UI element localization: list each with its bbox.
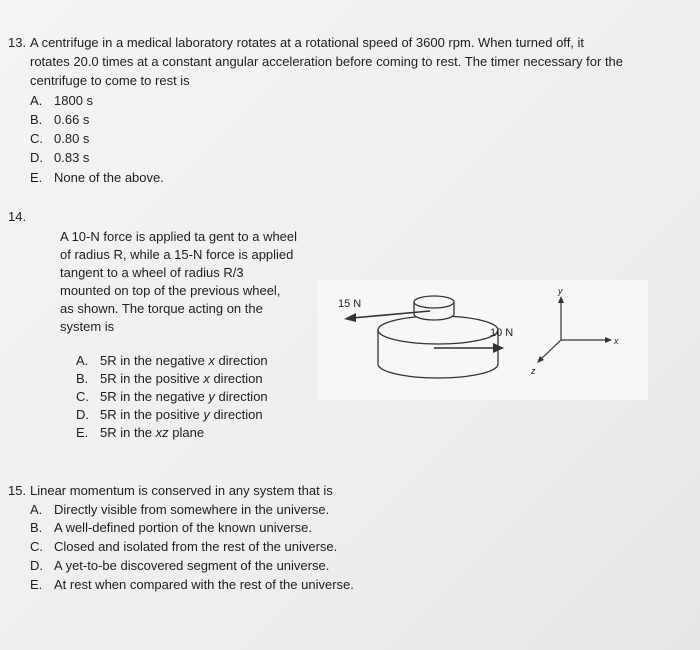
- option-e: E. At rest when compared with the rest of the universe.: [30, 577, 354, 592]
- axis-x-label: x: [614, 336, 619, 346]
- stem-line: rotates 20.0 times at a constant angular acceleration before coming to rest. The timer necessary for the: [30, 54, 624, 69]
- stem-line: centrifuge to come to rest is: [30, 73, 190, 88]
- axis-z-label: z: [531, 366, 536, 376]
- force-15n-label: 15 N: [338, 298, 362, 310]
- question-number: 13.: [8, 35, 27, 50]
- stem-line: A centrifuge in a medical laboratory rotates at a rotational speed of 3600 rpm. When turned off, it: [30, 35, 585, 50]
- axes-icon: [537, 296, 612, 363]
- option-d: D. A yet-to-be discovered segment of the universe.: [30, 558, 330, 573]
- wheel-figure: [318, 280, 648, 400]
- force-10n-label: 10 N: [490, 327, 514, 339]
- stem-line: as shown. The torque acting on the: [60, 301, 263, 316]
- option-a: A. 1800 s: [30, 93, 94, 108]
- small-wheel: [414, 296, 454, 320]
- axis-y-label: y: [558, 286, 563, 296]
- stem-line: A 10-N force is applied ta gent to a wheel: [60, 229, 298, 244]
- wheel-diagram: [318, 280, 648, 400]
- stem-line: system is: [60, 319, 115, 334]
- option-c: C. 0.80 s: [30, 131, 90, 146]
- question-number: 14.: [8, 209, 27, 224]
- option-a: A. 5R in the negative x direction: [76, 353, 268, 368]
- option-c: C. 5R in the negative y direction: [76, 389, 268, 404]
- option-e: E. 5R in the xz plane: [76, 425, 205, 440]
- stem-line: of radius R, while a 15-N force is applied: [60, 247, 294, 262]
- option-b: B. 5R in the positive x direction: [76, 371, 263, 386]
- question-14-stem: [60, 228, 310, 336]
- option-a: A. Directly visible from somewhere in the universe.: [30, 502, 330, 517]
- option-e: E. None of the above.: [30, 170, 164, 185]
- option-c: C. Closed and isolated from the rest of the universe.: [30, 539, 338, 554]
- stem-line: tangent to a wheel of radius R/3: [60, 265, 244, 280]
- question-number: 15.: [8, 483, 27, 498]
- stem-line: mounted on top of the previous wheel,: [60, 283, 281, 298]
- option-d: D. 0.83 s: [30, 150, 90, 165]
- large-wheel: [378, 316, 498, 378]
- option-b: B. 0.66 s: [30, 112, 90, 127]
- option-b: B. A well-defined portion of the known universe.: [30, 520, 312, 535]
- question-15-stem: Linear momentum is conserved in any system that is: [30, 483, 333, 498]
- option-d: D. 5R in the positive y direction: [76, 407, 263, 422]
